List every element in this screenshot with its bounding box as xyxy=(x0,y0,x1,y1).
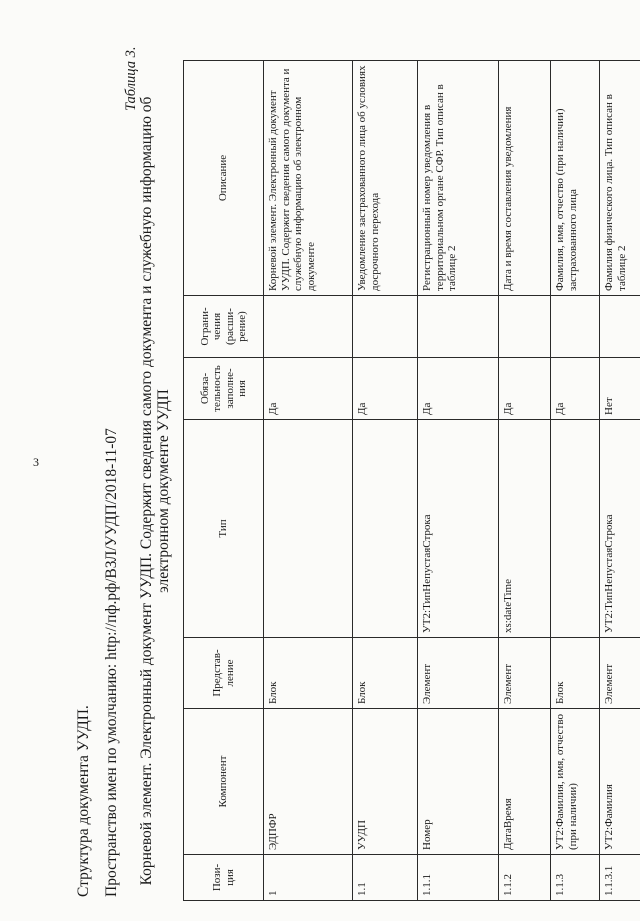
cell-required: Да xyxy=(353,358,418,420)
cell-position: 1.1 xyxy=(353,855,418,901)
cell-required: Да xyxy=(551,358,600,420)
cell-representation: Элемент xyxy=(418,638,499,709)
table-label: Таблица 3. xyxy=(123,46,139,111)
cell-limits xyxy=(551,296,600,358)
cell-representation: Элемент xyxy=(499,638,551,709)
cell-required: Да xyxy=(264,358,353,420)
cell-type xyxy=(264,420,353,638)
cell-type xyxy=(551,420,600,638)
cell-representation: Блок xyxy=(551,638,600,709)
cell-position: 1.1.3 xyxy=(551,855,600,901)
cell-position: 1 xyxy=(264,855,353,901)
cell-component: УУДП xyxy=(353,709,418,855)
cell-position: 1.1.2 xyxy=(499,855,551,901)
caption-line-1: Корневой элемент. Электронный документ УУДП. Содержит сведения самого документа и служебную информацию об xyxy=(138,96,155,886)
cell-representation: Элемент xyxy=(600,638,640,709)
table-row xyxy=(353,61,418,901)
page-number: 3 xyxy=(33,455,39,469)
structure-table xyxy=(183,60,640,901)
table-caption xyxy=(138,61,172,921)
cell-component: ДатаВремя xyxy=(499,709,551,855)
cell-component: УТ2:Фамилия, имя, отчество (при наличии) xyxy=(551,709,600,855)
cell-description: Уведомление застрахованного лица об условиях досрочного перехода xyxy=(353,61,418,296)
cell-description: Фамилия, имя, отчество (при наличии) застрахованного лица xyxy=(551,61,600,296)
table-row xyxy=(418,61,499,901)
cell-description: Регистрационный номер уведомления в территориальном органе СФР. Тип описан в таблице 2 xyxy=(418,61,499,296)
cell-type: УТ2:ТипНепустаяСтрока xyxy=(600,420,640,638)
table-row xyxy=(264,61,353,901)
caption-line-2: электронном документе УУДП xyxy=(155,389,172,593)
cell-limits xyxy=(353,296,418,358)
column-header: Представ-ление xyxy=(184,638,264,709)
cell-limits xyxy=(264,296,353,358)
cell-type: xs:dateTime xyxy=(499,420,551,638)
cell-type xyxy=(353,420,418,638)
cell-component: ЭДПФР xyxy=(264,709,353,855)
document-heading: Структура документа УУДП. xyxy=(75,705,92,897)
cell-limits xyxy=(499,296,551,358)
cell-required: Нет xyxy=(600,358,640,420)
cell-required: Да xyxy=(418,358,499,420)
cell-position: 1.1.3.1 xyxy=(600,855,640,901)
cell-limits xyxy=(600,296,640,358)
cell-description: Дата и время составления уведомления xyxy=(499,61,551,296)
column-header: Описание xyxy=(184,61,264,296)
cell-limits xyxy=(418,296,499,358)
table-row xyxy=(600,61,640,901)
cell-description: Корневой элемент. Электронный документ УУДП. Содержит сведения самого документа и служебную информацию об электронном документе xyxy=(264,61,353,296)
cell-component: УТ2:Фамилия xyxy=(600,709,640,855)
table-row xyxy=(499,61,551,901)
namespace-line: Пространство имен по умолчанию: http://пф.рф/ВЗЛ/УУДП/2018-11-07 xyxy=(103,428,120,897)
cell-required: Да xyxy=(499,358,551,420)
cell-component: Номер xyxy=(418,709,499,855)
column-header: Ограни-чения (расши-рение) xyxy=(184,296,264,358)
cell-representation: Блок xyxy=(353,638,418,709)
cell-position: 1.1.1 xyxy=(418,855,499,901)
table-header-row xyxy=(184,61,264,901)
column-header: Обяза-тельность заполне-ния xyxy=(184,358,264,420)
column-header: Пози-ция xyxy=(184,855,264,901)
cell-description: Фамилия физического лица. Тип описан в таблице 2 xyxy=(600,61,640,296)
cell-representation: Блок xyxy=(264,638,353,709)
column-header: Компонент xyxy=(184,709,264,855)
cell-type: УТ2:ТипНепустаяСтрока xyxy=(418,420,499,638)
table-row xyxy=(551,61,600,901)
column-header: Тип xyxy=(184,420,264,638)
